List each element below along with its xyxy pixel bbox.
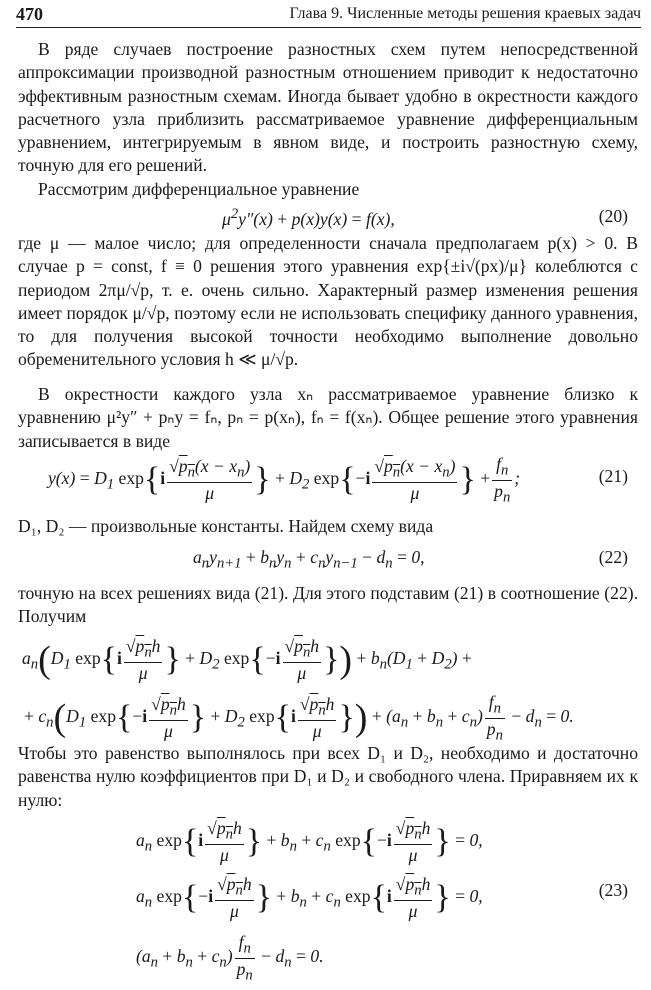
equation-22: $a_ny_{n+1} + b_ny_n + c_ny_{n-1} - d_n = 0$, (22) [193,547,628,572]
paragraph-3: где μ — малое число; для определенности сначала предполагаем p(x) > 0. В случае p = const, f ≡ 0 решения этого уравнения exp{±i√(px)/μ} колеблются с периодом 2πμ/√p, т. е. очень сильно. Характерный размер изменения решения имеет порядок μ/√p, поэтому если не использовать специфику данного уравнения, то для получения высокой точности необходимо выполнение довольно обременительного условия h ≪ μ/√p. [18,233,638,370]
equation-23-number: (23) [598,880,628,900]
paragraph-2: Рассмотрим дифференциальное уравнение [38,179,360,199]
equation-23: $a_n$ exp{i $\frac{√p_nh}{\mu}$ } + $b_n + c_n$ exp{−i $\frac{√p_nh}{\mu}$ } = 0, $a_n$ exp{−i $\frac{√p_nh}{\mu}$ } + $b_n + c_n$ exp{i $\frac{√p_nh}{\mu}$ } = 0, $(a_n + b_n + c_n)$ $\frac{f_n}{p_n}$ − $d_n = 0$. (23) [136,818,628,984]
paragraph-1: В ряде случаев построение разностных схем путем непосредственной аппроксимации производной разностным отношением приводит к недостаточно эффективным разностным схемам. Иногда бывает удобно в окрестности каждого расчетного узла приблизить рассматриваемое уравнение дифференциальным уравнением, интегрируемым в явном виде, и построить разностную схему, точную для его решений. [18,39,638,176]
equation-22-number: (22) [598,547,628,567]
equation-21: $y(x) = D_1$ exp{i $\frac{√p_n(x - x_n)}{\mu}$ } + $D_2$ exp{−i $\frac{√p_n(x - x_n)}{\mu}$ } + $\frac{f_n}{p_n}$ ; (21) [48,454,628,506]
equation-substitution-line-1: $a_n(D_1$ exp{i $\frac{√p_nh}{\mu}$ } + $D_2$ exp{−i $\frac{√p_nh}{\mu}$ }) + $b_n(D_1 + D_2)$ + [22,636,472,683]
equation-21-number: (21) [598,466,628,486]
paragraph-6: точную на всех решениях вида (21). Для этого подставим (21) в соотношение (22). Получим [18,583,638,627]
equation-substitution-line-2: + $c_n(D_1$ exp{−i $\frac{√p_nh}{\mu}$ } + $D_2$ exp{i $\frac{√p_nh}{\mu}$ }) + $(a_n + b_n + c_n)$ $\frac{f_n}{p_n}$ − $d_n = 0$. [24,692,574,744]
equation-20: $\mu^2y''(x) + p(x)y(x) = f(x)$, (20) [222,206,628,229]
paragraph-5: D₁, D₂ — произвольные константы. Найдем схему вида [18,516,434,536]
paragraph-7: Чтобы это равенство выполнялось при всех D₁ и D₂, необходимо и достаточно равенства нулю коэффициентов при D₁ и D₂ и свободного члена. Приравняем их к нулю: [18,743,638,810]
paragraph-4: В окрестности каждого узла xₙ рассматриваемое уравнение близко к уравнению μ²y″ + pₙy = fₙ, pₙ = p(xₙ), fₙ = f(xₙ). Общее решение этого уравнения записывается в виде [18,384,638,451]
equation-20-number: (20) [598,206,628,226]
page-header [16,2,641,28]
running-title: Глава 9. Численные методы решения краевых задач [289,5,641,22]
page-number: 470 [16,4,43,24]
